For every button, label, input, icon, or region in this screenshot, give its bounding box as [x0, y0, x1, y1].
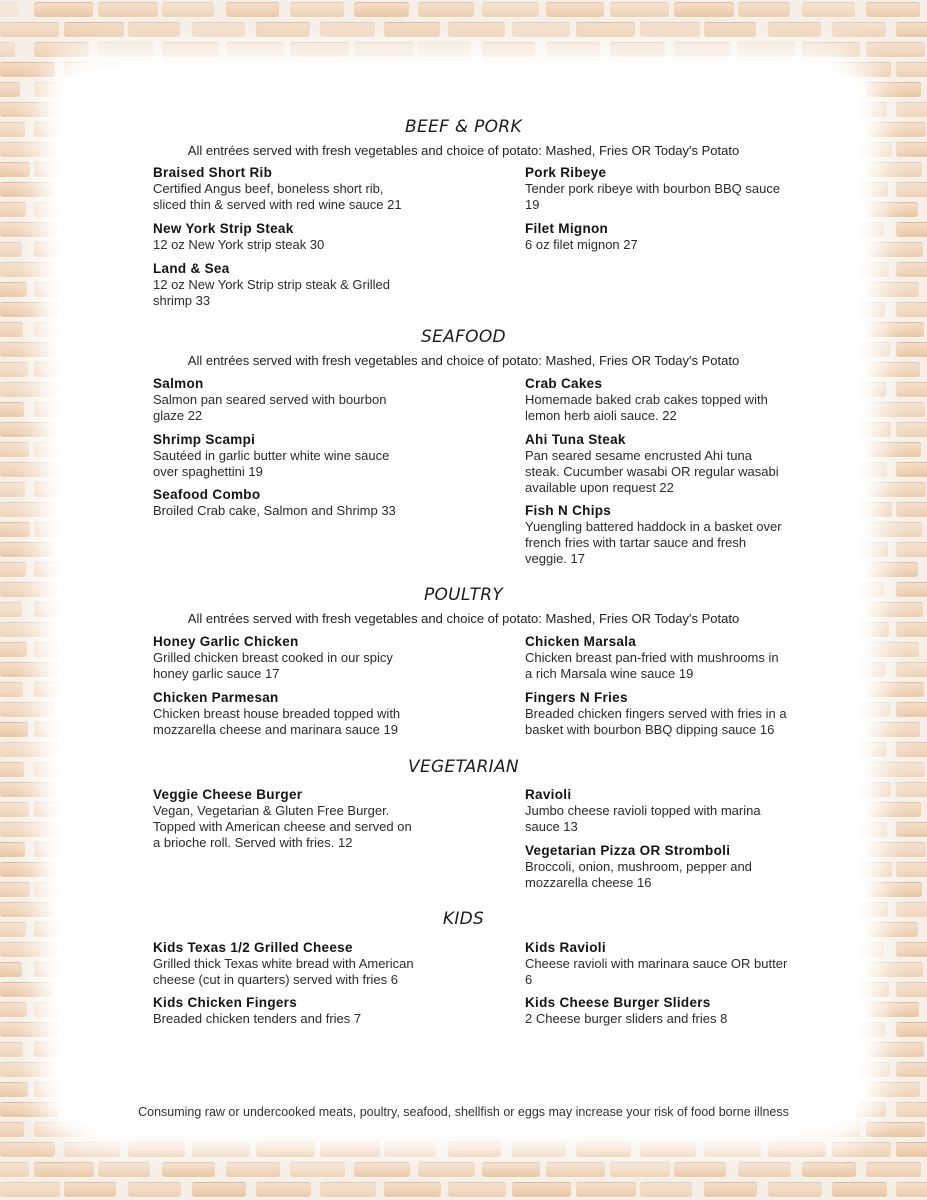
- item-name: New York Strip Steak: [153, 221, 294, 236]
- item-description: 12 oz New York strip steak 30: [153, 237, 325, 252]
- item-description: Broiled Crab cake, Salmon and Shrimp 33: [153, 503, 396, 518]
- item-description: Certified Angus beef, boneless short rib, sliced thin & served with red wine sauce 21: [153, 181, 402, 212]
- menu-item: [525, 995, 815, 1027]
- item-description: Jumbo cheese ravioli topped with marina sauce 13: [525, 803, 761, 834]
- menu-item: [153, 261, 443, 309]
- food-safety-disclaimer: Consuming raw or undercooked meats, poultry, seafood, shellfish or eggs may increase your risk of food borne illness: [138, 1105, 789, 1119]
- item-name: Crab Cakes: [525, 376, 603, 391]
- menu-item: [525, 940, 815, 988]
- item-name: Veggie Cheese Burger: [153, 787, 303, 802]
- item-name: Fingers N Fries: [525, 690, 628, 705]
- menu-item: [525, 634, 815, 682]
- section-title-vegetarian: VEGETARIAN: [408, 757, 519, 777]
- section-title-seafood: SEAFOOD: [421, 327, 506, 347]
- item-name: Kids Cheese Burger Sliders: [525, 995, 711, 1010]
- item-description: 6 oz filet mignon 27: [525, 237, 638, 252]
- item-name: Filet Mignon: [525, 221, 609, 236]
- item-description: 2 Cheese burger sliders and fries 8: [525, 1011, 728, 1026]
- menu-item: [153, 634, 443, 682]
- menu-item: [525, 432, 815, 496]
- item-name: Kids Ravioli: [525, 940, 606, 955]
- item-description: Breaded chicken fingers served with fries in a basket with bourbon BBQ dipping sauce 16: [525, 706, 787, 737]
- section-title-poultry: POULTRY: [423, 585, 504, 605]
- item-description: Grilled chicken breast cooked in our spicy honey garlic sauce 17: [153, 650, 393, 681]
- item-description: Breaded chicken tenders and fries 7: [153, 1011, 362, 1026]
- menu-item: [153, 487, 443, 519]
- item-name: Honey Garlic Chicken: [153, 634, 299, 649]
- menu-item: [153, 376, 443, 424]
- menu-item: [153, 690, 443, 738]
- item-name: Chicken Marsala: [525, 634, 637, 649]
- item-description: 12 oz New York Strip strip steak & Grilled shrimp 33: [153, 277, 390, 308]
- item-description: Chicken breast pan-fried with mushrooms in a rich Marsala wine sauce 19: [525, 650, 779, 681]
- menu-item: [153, 787, 443, 851]
- menu-item: [153, 432, 443, 480]
- menu-item: [153, 221, 443, 253]
- item-description: Grilled thick Texas white bread with American cheese (cut in quarters) served with fries 6: [153, 956, 414, 987]
- menu-item: [525, 787, 815, 835]
- section-subtitle-poultry: All entrées served with fresh vegetables and choice of potato: Mashed, Fries OR Today's Potato: [187, 611, 740, 626]
- item-name: Kids Chicken Fingers: [153, 995, 298, 1010]
- item-name: Land & Sea: [153, 261, 230, 276]
- item-name: Ahi Tuna Steak: [525, 432, 626, 447]
- item-description: Yuengling battered haddock in a basket over french fries with tartar sauce and fresh veggie. 17: [525, 519, 782, 566]
- section-subtitle-seafood: All entrées served with fresh vegetables and choice of potato: Mashed, Fries OR Today's Potato: [187, 353, 740, 368]
- menu-item: [153, 165, 443, 213]
- item-name: Ravioli: [525, 787, 572, 802]
- item-name: Seafood Combo: [153, 487, 261, 502]
- item-description: Homemade baked crab cakes topped with lemon herb aioli sauce. 22: [525, 392, 768, 423]
- menu-item: [525, 503, 815, 567]
- item-description: Pan seared sesame encrusted Ahi tuna steak. Cucumber wasabi OR regular wasabi available upon request 22: [525, 448, 779, 495]
- item-description: Vegan, Vegetarian & Gluten Free Burger. Topped with American cheese and served on a brioche roll. Served with fries. 12: [153, 803, 412, 850]
- menu-item: [525, 221, 815, 253]
- item-name: Shrimp Scampi: [153, 432, 256, 447]
- item-name: Vegetarian Pizza OR Stromboli: [525, 843, 731, 858]
- item-description: Tender pork ribeye with bourbon BBQ sauce 19: [525, 181, 781, 212]
- menu-item: [525, 843, 815, 891]
- item-name: Pork Ribeye: [525, 165, 607, 180]
- item-name: Kids Texas 1/2 Grilled Cheese: [153, 940, 353, 955]
- item-name: Chicken Parmesan: [153, 690, 279, 705]
- menu-item: [525, 690, 815, 738]
- item-description: Chicken breast house breaded topped with mozzarella cheese and marinara sauce 19: [153, 706, 401, 737]
- section-subtitle-beef-pork: All entrées served with fresh vegetables and choice of potato: Mashed, Fries OR Today's Potato: [187, 143, 740, 158]
- menu-item: [525, 376, 815, 424]
- menu-item: [153, 940, 443, 988]
- item-name: Fish N Chips: [525, 503, 612, 518]
- item-description: Salmon pan seared served with bourbon glaze 22: [153, 392, 387, 423]
- item-name: Salmon: [153, 376, 204, 391]
- item-description: Cheese ravioli with marinara sauce OR butter 6: [525, 956, 788, 987]
- section-title-kids: KIDS: [442, 909, 485, 929]
- menu-item: [153, 995, 443, 1027]
- item-name: Braised Short Rib: [153, 165, 273, 180]
- item-description: Broccoli, onion, mushroom, pepper and mozzarella cheese 16: [525, 859, 752, 890]
- section-title-beef-pork: BEEF & PORK: [405, 117, 522, 137]
- item-description: Sautéed in garlic butter white wine sauce over spaghettini 19: [153, 448, 390, 479]
- menu-item: [525, 165, 815, 213]
